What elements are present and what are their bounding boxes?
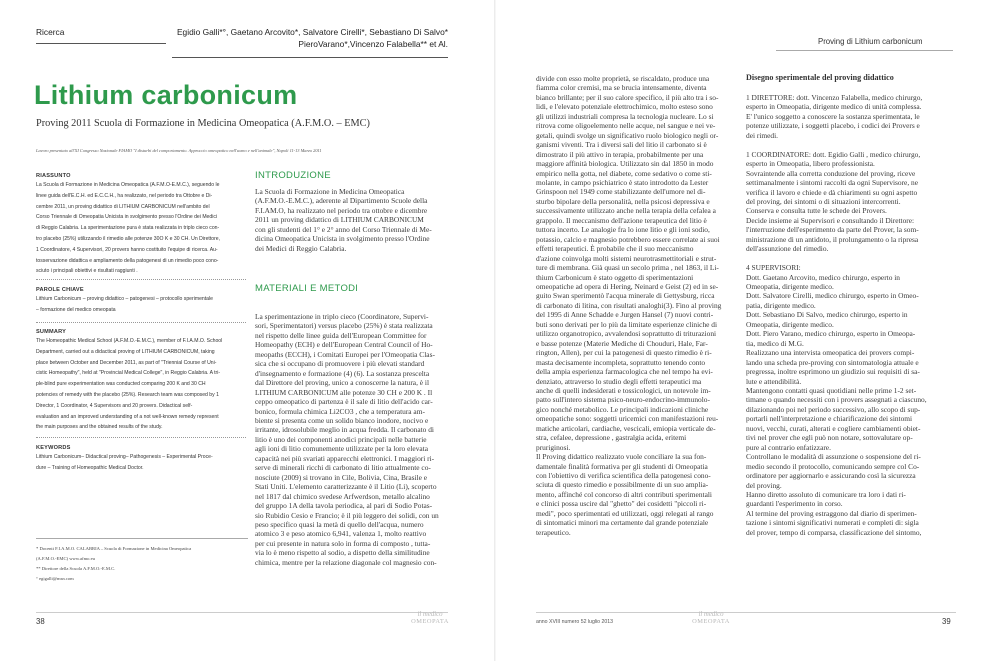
text-line: gli utilizzi industriali compresa la tecnologia nucleare. Lo si (536, 111, 714, 121)
footnote: ** Direttore della Scuola A.F.M.O.-E.M.C. (36, 566, 116, 571)
text-line: sciuta di questo rimedio e possibilmente di un suo amplia- (536, 480, 709, 490)
text-line: Dott. Gaetano Arcovito, medico chirurgo, esperto in (746, 272, 901, 282)
text-line: guito Swan sperimentò l'acqua minerale di Gettysburg, ricca (536, 291, 715, 301)
text-line: di sintomatici minori ma certamente dal grande potenziale (536, 518, 709, 528)
presented-note: Lavoro presentato all'XI Congresso Nazionale FIAMO "I disturbi del comportamento. Approccio omeopatico nell'uomo e nell'animale", Napoli 11-13 Marzo 2011 (36, 148, 322, 153)
text-line: F.I.AM.O, ha realizzato nel periodo tra ottobre e dicembre (255, 205, 428, 215)
footer-rule (36, 612, 448, 613)
text-line: mento, affinché col concorso di altri contributi sperimentali (536, 489, 712, 499)
text-line: medio secondo il protocollo, comunicando sempre col Co- (746, 461, 920, 471)
text-line: settimanalmente i sintomi raccolti da ogni Supervisore, ne (746, 178, 918, 188)
text-line: Decide insieme ai Supervisori e consultando il Direttore: (746, 215, 915, 225)
text-line: Omeopatia, dirigente medico. (746, 282, 834, 292)
text-line: l'interruzione dell'esperimento da parte del Prover, la som- (746, 225, 919, 235)
disegno-heading: Disegno sperimentale del proving didattico (746, 73, 894, 82)
text-line: ritrova come oligoelemento nelle acque, nel sangue e nei ve- (536, 121, 716, 131)
introduzione-heading: INTRODUZIONE (255, 170, 331, 181)
divider (36, 437, 246, 438)
text-line: via lo è meno rispetto al sodio, a dispetto della similitudine (255, 548, 430, 558)
text-line: chimica, mentre per la relazione diagonale col magnesio con- (255, 557, 437, 567)
text-line: molante, in campo psichiatrico è stato introdotto da Lester (536, 177, 709, 187)
text-line: bonico, formula chimica Li2CO3 , che a temperatura am- (255, 406, 425, 416)
text-line: verifica il lavoro e chiede e dà chiarimenti su ogni aspetto (746, 187, 918, 197)
text-line: della ampia esperienza farmacologica che nel tempo ha evi- (536, 367, 713, 377)
text-line: La Scuola di Formazione in Medicina Omeopatica (255, 187, 405, 196)
text-line: stra, cefalee, depressione , gastralgia acida, eritemi (536, 433, 687, 443)
text-line: successivamente utilizzato anche nella terapia della cefalea a (536, 206, 716, 216)
text-line: dure – Training of Homeopathic Medical Doctor. (36, 464, 144, 471)
text-line: masta decisamente incompleta, soprattutto tenendo conto (536, 357, 706, 367)
text-line: potencies of remedy with the placebo (25%). Research team was composed by 1 (36, 391, 219, 398)
text-line: dal Direttore del proving, unico a conoscerne la natura, è il (255, 378, 430, 388)
logo-line-2: OMEOPATA (411, 618, 449, 625)
text-line: bianco brillante; per il suo calore specifico, il più alto tra i so- (536, 92, 719, 102)
text-line: La Scuola di Formazione in Medicina Omeopatica (A.F.M.O-E.M.C.), seguendo le (36, 182, 220, 188)
authors-line-2: PieroVarano*,Vincenzo Falabella** et Al. (298, 39, 448, 49)
footnote: * Docenti F.I.A.M.O. CALABRIA – Scuola di Formazione in Medicina Omeopatica (36, 546, 192, 551)
body-column-1 (536, 74, 732, 537)
text-line: Mantengono contatti quasi quotidiani nelle prime 1-2 set- (746, 386, 917, 396)
text-line: The Homeopathic Medical School (A.F.M.O.-E.M.C.), member of F.I.A.M.O. School (36, 338, 223, 344)
article-title: Lithium carbonicum (34, 80, 298, 110)
text-line: atomico 3 e peso atomico 6,941, valenza 1, molto reattivo (255, 529, 427, 539)
text-line: fiamma color cremisi, ma se brucia intensamente, diventa (536, 83, 707, 93)
text-line: place between October and December 2011, as part of "Triennial Course of Uni- (36, 359, 217, 366)
text-line: esperto in Omeopatia, libero professionista. (746, 159, 875, 169)
riassunto-text (36, 180, 248, 277)
text-line: lidi, e l'elevato potenziale elettrochimico, molto esteso sono (536, 102, 713, 112)
text-line: tosservazione didattica e ampliamento della patogenesi di un rimedio poco cono- (36, 257, 219, 264)
text-line: Stati Uniti. L'elemento caratterizzante è il Litio (Li), scoperto (255, 482, 437, 492)
text-line: Lithium Carbonicum– Didactical proving– Pathogenesis – Experimental Proce- (36, 454, 213, 460)
text-line: serve di minerali ricchi di carbonato di litio attualmente co- (255, 463, 431, 473)
journal-logo (690, 611, 732, 625)
summary-text (36, 336, 248, 433)
text-line: sio Rubidio Cesio e Francio; è il più leggero dei solidi, con un (255, 510, 439, 520)
text-line: anche di quelli indesiderati e tossicologici, un notevole im- (536, 385, 711, 395)
text-line: Hanno diretto assoluto di comunicare tra loro i dati ri- (746, 490, 906, 499)
text-line: dilazionando poi nel periodo successivo, allo scopo di sup- (746, 404, 921, 414)
text-line: omeopatiche ad opera di Hering, Neinard e Geist (2) ed in se- (536, 281, 719, 291)
text-line: Homeopathy (ECH) e dell'European Central Council of Ho- (255, 340, 433, 350)
text-line: terapeutico. (536, 527, 571, 537)
text-line: empirico nella gotta, nel diabete, come sedativo o come sti- (536, 168, 712, 178)
text-line: 1 Coordinatore, 4 Supervisori, 20 provers hanno costituito l'equipe di ricerca. Au- (36, 246, 218, 253)
text-line: biente si presenta come un solido bianco inodore, nocivo e (255, 415, 429, 425)
text-line: del proving. (746, 480, 782, 490)
text-line: Corso Triennale di Omeopatia Unicista in svolgimento presso l'Ordine dei Medici (36, 214, 218, 221)
text-line: linee guida dell'E.C.H. ed E.C.C.H., ha realizzato, nel periodo tra Ottobre e Di- (36, 192, 213, 199)
text-line: getali, quindi svolge un significativo ruolo biologico negli or- (536, 130, 719, 140)
logo-line-2: OMEOPATA (692, 618, 730, 625)
authors-line-1: Egidio Galli*°, Gaetano Arcovito*, Salvatore Cirelli*, Sebastiano Di Salvo* (176, 27, 448, 37)
text-line: divide con esso molte proprietà, se riscaldato, produce una (536, 74, 710, 83)
text-line: nel 1817 dal chimico svedese Arfwerdson, metallo alcalino (255, 491, 430, 501)
journal-logo (409, 611, 451, 625)
text-line: 2011 un proving didattico di LITHIUM CARBONICUM (255, 215, 424, 225)
issue-label: anno XVIII numero 52 luglio 2013 (536, 619, 614, 625)
text-line: nel rispetto delle linee guida dell'European Committee for (255, 330, 427, 340)
text-line: 4 SUPERVISORI: (746, 263, 801, 273)
text-line: irritante, idrosolubile meglio in acqua fredda. Il carbonato di (255, 425, 434, 435)
text-line: con l'obiettivo di verifica scientifica della patogenesi cono- (536, 471, 711, 481)
text-line: 1 DIRETTORE: dott. Vincenzo Falabella, medico chirurgo, (746, 93, 923, 102)
text-line: (A.F.M.O.-E.M.C.), aderente al Dipartimento Scuole della (255, 196, 428, 206)
text-line: del proving, dei sintomi o di situazioni intercorrenti. (746, 196, 901, 206)
text-line: portarli nell'interpretazione e chiarificazione dei sintomi (746, 414, 913, 424)
footnote: ° egigalli@msn.com (36, 576, 74, 581)
text-line: di carbonato di litina, con risultati analoghi(3). Fino al proving (536, 300, 722, 310)
footnotes (36, 544, 191, 584)
summary-heading: SUMMARY (36, 329, 67, 335)
text-line: Realizzano una intervista omeopatica dei provers compi- (746, 348, 915, 358)
text-line: tivi nel prover che egli può non notare, sottovalutare op- (746, 433, 913, 443)
text-line: sori, Sperimentatori) versus placebo (25%) è stata realizzata (255, 321, 433, 331)
text-line: buti sono derivati per lo più da limitate esperienze cliniche di (536, 319, 718, 329)
text-line: ceppo omeopatico di partenza è il sale di litio dell'acido car- (255, 397, 433, 407)
text-line: Il Proving didattico realizzato vuole conciliare la sua fon- (536, 452, 707, 462)
text-line: ordinatore per aggiornarlo e assicurando così la sicurezza (746, 471, 916, 481)
text-line: agli ioni di litio comunemente utilizzate per la loro elevata (255, 444, 429, 454)
text-line: Controllano le modalità di assunzione o sospensione del ri- (746, 452, 921, 462)
text-line: dimostrato il più attivo in terapia, probabilmente per una (536, 149, 704, 159)
text-line: thium Carbonicum è stato oggetto di sperimentazioni (536, 272, 694, 282)
keywords-heading: KEYWORDS (36, 445, 71, 451)
right-page (496, 0, 992, 661)
text-line: ganismi viventi. Tra i diversi sali del litio il carbonato si è (536, 140, 707, 150)
text-line: del 1995 di Anne Schadde e Jurgen Hansel (7) nuovi contri- (536, 310, 714, 320)
text-line: sica che si occupano di promuovere i più elevati standard (255, 359, 425, 369)
text-line: capacità nei più svariati apparecchi elettronici. I maggiori ri- (255, 453, 435, 463)
text-line: del prover, tempo di comparsa, classificazione del sintomo, (746, 527, 922, 537)
divider (36, 279, 246, 280)
text-line: Conserva e consulta tutte le schede dei Provers. (746, 206, 887, 216)
text-line: Grinspoon nel 1949 come stabilizzante dell'umore nel di- (536, 187, 706, 197)
text-line: denziato, attraverso lo studio degli effetti terapeutici ma (536, 376, 702, 386)
text-line: ple-blind pure experimentation was conducted comparing 200 K and 30 CH (36, 381, 206, 388)
page-number: 38 (36, 617, 45, 626)
text-line: gico nonché metabolico. Le principali indicazioni cliniche (536, 404, 709, 414)
logo-line-1: il medico (417, 611, 443, 618)
text-line: meopaths (ECCH), i Comitati Europei per l'Omeopatia Clas- (255, 349, 435, 359)
text-line: pure al contrario enfatizzare. (746, 442, 831, 452)
text-line: Al termine del proving estraggono dal diario di sperimen- (746, 508, 917, 518)
text-line: tuttora incerto. Le analogie fra lo ione litio e gli ioni sodio, (536, 225, 710, 235)
materiali-heading: MATERIALI E METODI (255, 283, 359, 294)
text-line: di Reggio Calabria. La sperimentazione pura è stata realizzata in triplo cieco con- (36, 225, 220, 232)
text-line: Dott. Salvatore Cirelli, medico chirurgo, esperto in Omeo- (746, 291, 919, 301)
logo-line-1: il medico (698, 611, 724, 618)
text-line: esperto in Omeopatia, dirigente medico di unità complessa. (746, 102, 922, 112)
text-line: sturbo bipolare della personalità, nella psicosi depressiva e (536, 196, 710, 206)
text-line: grappolo. Il meccanismo dell'azione terapeutica del litio è (536, 215, 707, 225)
text-line: – formazione del medico omeopata (36, 306, 116, 313)
text-line: nosciute (2009) si trovano in Cile, Bolivia, Cina, Brasile e (255, 472, 428, 482)
introduzione-text (255, 187, 447, 253)
text-line: d'insegnamento e formazione (4) (6). La sostanza prescelta (255, 368, 430, 378)
body-column-2 (746, 93, 951, 537)
text-line: dei rimedi. (746, 130, 779, 140)
text-line: con gli studenti del 1° e 2° anno del Corso Triennale di Me- (255, 224, 432, 234)
text-line: La sperimentazione in triplo cieco (Coordinatore, Supervi- (255, 312, 429, 321)
text-line: patia, dirigente medico. (746, 300, 816, 310)
text-line: Director, 1 Coordinator, 4 Supervisors and 20 provers. Didactical self- (36, 402, 193, 409)
text-line: the main purposes and the obtained results of the study. (36, 424, 163, 431)
text-line: tia, medico di M.G. (746, 338, 804, 348)
text-line: Dott. Piero Varano, medico chirurgo, esperto in Omeopa- (746, 329, 916, 339)
text-line: nuovi, vecchi, curati, alterati e cogliere cambiamenti obiet- (746, 423, 921, 433)
text-line: potenze utilizzate, i soggetti placebo, i codici dei Provers e (746, 121, 920, 131)
parole-chiave-heading: PAROLE CHIAVE (36, 287, 84, 293)
text-line: cembre 2011, un proving didattico di LITHIUM CARBONICUM nell'ambito del (36, 203, 210, 210)
text-line: cistic Homeopathy", held at "Provincial Medical College", in Reggio Calabria. A tri- (36, 370, 221, 377)
text-line: dell'assunzione del rimedio. (746, 244, 829, 254)
text-line: maggiore affinità biologica. Utilizzato sin dal 1850 in modo (536, 159, 714, 169)
text-line: potassio, calcio e magnesio potrebbero essere correlate ai suoi (536, 234, 720, 244)
authors-header (172, 26, 448, 50)
text-line: rington, Allen), per cui la patogenesi di questo rimedio è ri- (536, 348, 712, 358)
text-line: tazione i sintomi significativi numerati e completi di: sigla (746, 518, 919, 528)
text-line: medi", poco sperimentati ed utilizzati, oggi relegati al rango (536, 508, 714, 518)
riassunto-heading: RIASSUNTO (36, 173, 71, 179)
text-line: tro placebo (25%) utilizzando il rimedio alle potenze 30O K e 30 CH. Un Direttore, (36, 235, 221, 242)
text-line: utilizzo organotropico, avvalendosi soprattutto di triturazioni (536, 329, 717, 339)
text-line: guardanti l'esperimento in corso. (746, 499, 843, 509)
footnote-rule (36, 538, 248, 539)
section-label: Ricerca (36, 27, 65, 37)
article-subtitle: Proving 2011 Scuola di Formazione in Medicina Omeopatica (A.F.M.O. – EMC) (36, 118, 370, 129)
text-line: ture di membrana. Già quasi un secolo prima , nel 1863, il Li- (536, 263, 719, 273)
text-line: E' l'unico soggetto a conoscere la sostanza sperimentata, le (746, 111, 920, 121)
materiali-text (255, 312, 447, 567)
text-line: omeopatiche sono: soggetti uricemici con manifestazioni reu- (536, 414, 719, 424)
text-line: d'azione coinvolga molti sistemi neurotrasmettitoriali e strut- (536, 253, 717, 263)
text-line: patto sull'intero sistema psico-neuro-endocrino-immunolo- (536, 395, 710, 405)
text-line: Dott. Sebastiano Di Salvo, medico chirurgo, esperto in (746, 310, 908, 320)
text-line: Sovraintende alla corretta conduzione del proving, riceve (746, 168, 916, 178)
text-line: sciuto i principali obiettivi e risultati raggiunti . (36, 268, 138, 275)
text-line: per cui presente in natura solo in forma di composto , tutta- (255, 538, 431, 548)
text-line: dei Medici di Reggio Calabria. (255, 243, 347, 253)
text-line: lute e attendibilità. (746, 376, 802, 386)
header-rule-left (36, 43, 166, 44)
text-line: lando una scheda pre-proving con sintomatologia attuale e (746, 357, 919, 367)
parole-chiave-text (36, 294, 248, 316)
text-line: del gruppo 1A della tavola periodica, al pari di Sodio Potas- (255, 501, 433, 511)
text-line: pregressa, inoltre esprimono un giudizio sui requisiti di sa- (746, 367, 920, 377)
header-rule (776, 50, 953, 51)
text-line: matiche articolari, cardiache, vescicali, emiopia verticale de- (536, 423, 716, 433)
text-line: Department, carried out a didactical proving of LITHIUM CARBONICUM, taking (36, 348, 215, 355)
header-rule-right (172, 57, 448, 58)
text-line: LITHIUM CARBONICUM alle potenze 30 CH e 200 K . Il (255, 387, 433, 397)
text-line: timane o quando necessiti con i provers assegnati a ciascuno, (746, 395, 927, 405)
divider (36, 322, 246, 323)
text-line: effetti terapeutici. È probabile che il suo meccanismo (536, 244, 694, 254)
text-line: ministrazione di un antidoto, il prolungamento o la ripresa (746, 234, 919, 244)
text-line: e clinici possa uscire dal "ghetto" dei cosidetti "piccoli ri- (536, 499, 707, 509)
text-line: evaluation and an improved understanding of a not well-known remedy represent (36, 413, 219, 420)
text-line: dicina Omeopatica Unicista in svolgimento presso l'Ordine (255, 234, 430, 244)
keywords-text (36, 452, 248, 474)
footnote: (A.F.M.O.-EMC) www.afmo.eu (36, 556, 95, 561)
page-number: 39 (942, 617, 951, 626)
text-line: damentale finalità formativa per gli studenti di Omeopatia (536, 461, 708, 471)
text-line: Omeopatia, dirigente medico. (746, 319, 834, 329)
text-line: e basse potenze (Materie Mediche di Chouduri, Hale, Far- (536, 338, 708, 348)
footer-rule (536, 612, 956, 613)
text-line: peso specifico quasi la metà di quello dell'acqua, numero (255, 519, 424, 529)
text-line: pruriginosi. (536, 442, 571, 452)
running-title: Proving di Lithium carbonicum (818, 37, 923, 46)
text-line: litio è uno dei componenti anodici principali nelle batterie (255, 434, 427, 444)
text-line: Lithium Carbonicum – proving didattico – patogenesi – protocollo sperimentale (36, 296, 213, 302)
text-line: 1 COORDINATORE: dott. Egidio Galli , medico chirurgo, (746, 149, 921, 159)
